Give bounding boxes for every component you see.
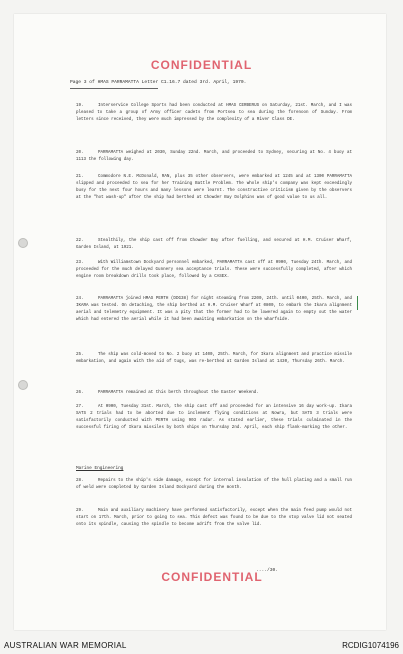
paragraph-22: 22. Stealthily, the ship cast off from Chowder Bay after fuelling, and secured at H.M. Cruiser Wharf, Garden Island, at 1921. <box>76 239 352 250</box>
paragraph-21: 21. Commodore N.E. McDonald, RAN, plus 35 other observers, were embarked at 1245 and at 1300 PARRAMATTA slipped and proceeded to sea for her Training Battle Problem. The whole ship's company was kept exceedingly busy for the next four hours and many lessons were learnt. The constructive criticism given by the observers at the "hot wash-up" after the ship had berthed at Chowder Bay Dolphins was of good value to us all. <box>76 175 352 200</box>
confidential-stamp-top: CONFIDENTIAL <box>150 58 253 72</box>
paragraph-26: 26. PARRAMATTA remained at this berth throughout the Easter Weekend. <box>76 391 259 395</box>
page-header: Page 3 of HMAS PARRAMATTA Letter C1.16.7 dated 3rd. April, 1970. <box>70 80 247 85</box>
punch-hole <box>18 238 28 248</box>
continuation-marker: ..../30. <box>256 568 279 573</box>
paragraph-27: 27. At 0900, Tuesday 31st. March, the ship cast off and proceeded for an intensive 16 day work-up. Ikara SATS 2 trials had to be aborted due to inclement flying conditions at Nowra, but SATS 3 trials were satisfactorily conducted with PERTH using 903 radar. As stated earlier, these trials culminated in the successful firing of Ikara missiles by both ships on Thursday 2nd. April, each ship flank-marking the other. <box>76 405 352 430</box>
paragraph-23: 23. With Williamstown Dockyard personnel embarked, PARRAMATTA cast off at 0900, Tuesday 24th. March, and proceeded for the much delayed Gunnery sea acceptance trials. These were successfully completed, after which engine room breakdown drills took place, followed by a CASEX. <box>76 261 352 279</box>
paragraph-19: 19. Interservice College Sports had been conducted at HMAS CERBERUS on Saturday, 21st. March, and I was pleased to take a group of Army officer cadets from Portsea to sea during the forenoon of Sunday. From letters since received, they were much impressed by the complexity of a River Class DE. <box>76 104 352 122</box>
archive-footer <box>0 638 403 654</box>
paragraph-25: 25. The ship was cold-moved to No. 2 buoy at 1400, 25th. March, for Ikara alignment and practice missile embarkation, and again with the aid of tugs, was re-berthed at Garden Island at 1430, Thursday 26th. March. <box>76 353 352 364</box>
margin-pen-mark <box>357 296 358 310</box>
paragraph-24: 24. PARRAMATTA joined HMAS PERTH (DDG38) for night steaming from 2200, 24th. until 0400, 25th. March, and IKARA was tested. On detaching, the ship berthed at H.M. Cruiser Wharf at 0800, to embark the Ikara alignment aerial and telemetry equipment. It was a pity that the former had to be lowered again to empty out the water which had entered the aerial while it had been awaiting embarkation on the wharfside. <box>76 297 352 322</box>
paragraph-29: 29. Main and auxiliary machinery have performed satisfactorily, except when the main feed pump would not start on 17th. March, prior to going to sea. This defect was found to be due to the stop valve lid not seated onto its spindle, causing the spindle to become adrift from the valve lid. <box>76 509 352 527</box>
section-heading-marine-engineering: Marine Engineering <box>76 466 124 471</box>
punch-hole <box>18 380 28 390</box>
archive-name: AUSTRALIAN WAR MEMORIAL <box>4 641 127 650</box>
confidential-stamp-bottom: CONFIDENTIAL <box>161 570 263 584</box>
archive-reference: RCDIG1074196 <box>342 641 399 650</box>
paragraph-28: 28. Repairs to the ship's side damage, except for internal insulation of the hull plating and a small run of weld were completed by Garden Island Dockyard during the month. <box>76 479 352 490</box>
header-underline <box>70 88 158 89</box>
paragraph-20: 20. PARRAMATTA weighed at 2030, Sunday 22nd. March, and proceeded to Sydney, securing at No. 4 buoy at 1113 the following day. <box>76 151 352 162</box>
